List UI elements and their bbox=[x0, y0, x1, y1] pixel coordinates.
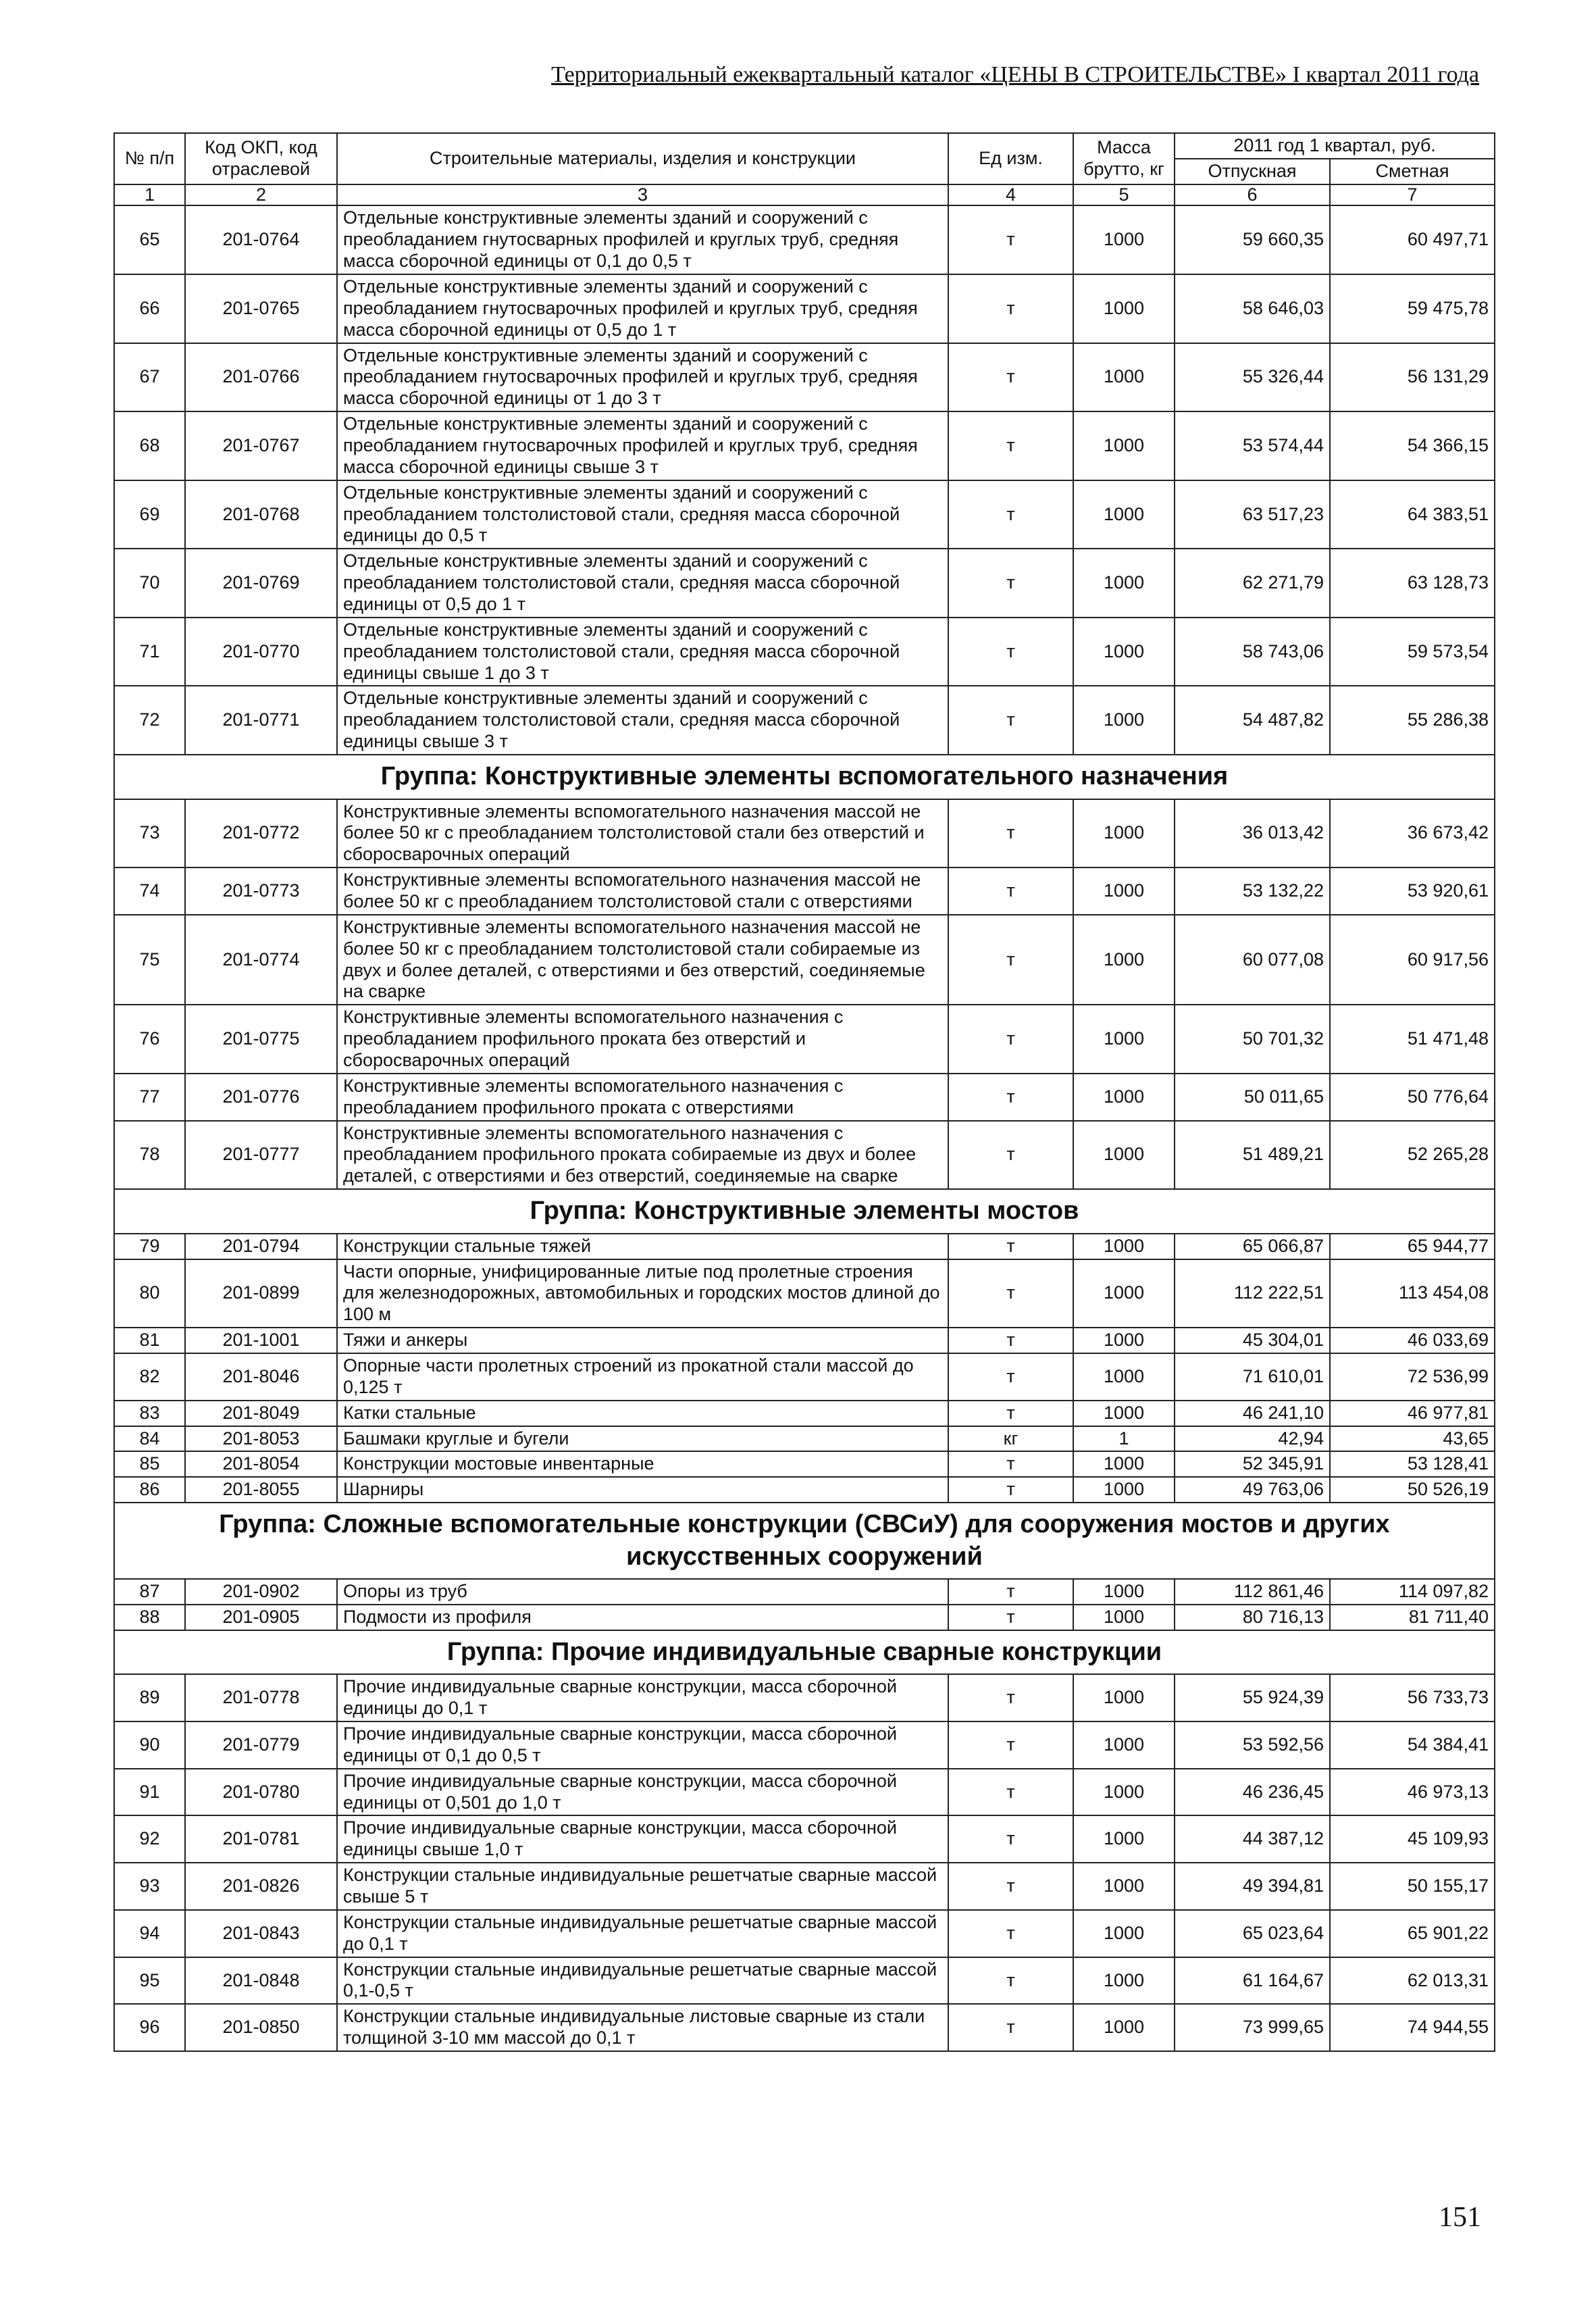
table-row bbox=[114, 1579, 1495, 1605]
row-name: Отдельные конструктивные элементы зданий и сооружений с преобладанием гнутосварочных профилей и круглых труб, средняя масса сборочной единицы свыше 3 т bbox=[337, 411, 948, 480]
row-number: 80 bbox=[114, 1259, 185, 1328]
column-number: 7 bbox=[1330, 184, 1495, 206]
row-number: 90 bbox=[114, 1721, 185, 1769]
row-unit: т bbox=[948, 1863, 1073, 1910]
col-header-release: Отпускная bbox=[1175, 159, 1330, 184]
row-release-price: 46 236,45 bbox=[1175, 1769, 1330, 1816]
row-estimate-price: 60 917,56 bbox=[1330, 915, 1495, 1005]
row-estimate-price: 46 977,81 bbox=[1330, 1401, 1495, 1426]
row-release-price: 60 077,08 bbox=[1175, 915, 1330, 1005]
row-code: 201-0776 bbox=[185, 1074, 337, 1121]
row-number: 87 bbox=[114, 1579, 185, 1605]
row-estimate-price: 45 109,93 bbox=[1330, 1815, 1495, 1863]
col-header-code: Код ОКП, код отраслевой bbox=[185, 133, 337, 184]
table-row bbox=[114, 1074, 1495, 1121]
row-mass: 1000 bbox=[1073, 2004, 1175, 2051]
row-release-price: 46 241,10 bbox=[1175, 1401, 1330, 1426]
row-name: Прочие индивидуальные сварные конструкции, масса сборочной единицы до 0,1 т bbox=[337, 1674, 948, 1721]
row-number: 70 bbox=[114, 549, 185, 618]
row-name: Конструктивные элементы вспомогательного назначения массой не более 50 кг с преобладанием толстолистовой стали без отверстий и сборосварочных операций bbox=[337, 799, 948, 868]
row-number: 65 bbox=[114, 205, 185, 274]
row-name: Конструкции стальные тяжей bbox=[337, 1234, 948, 1259]
row-name: Части опорные, унифицированные литые под пролетные строения для железнодорожных, автомобильных и городских мостов длиной до 100 м bbox=[337, 1259, 948, 1328]
table-row bbox=[114, 1121, 1495, 1190]
row-release-price: 112 222,51 bbox=[1175, 1259, 1330, 1328]
row-name: Конструкции стальные индивидуальные решетчатые сварные массой свыше 5 т bbox=[337, 1863, 948, 1910]
row-unit: кг bbox=[948, 1426, 1073, 1452]
table-row bbox=[114, 205, 1495, 274]
row-number: 74 bbox=[114, 867, 185, 915]
row-code: 201-0771 bbox=[185, 686, 337, 755]
row-code: 201-8055 bbox=[185, 1477, 337, 1503]
column-number: 6 bbox=[1175, 184, 1330, 206]
row-mass: 1000 bbox=[1073, 1721, 1175, 1769]
group-title: Группа: Конструктивные элементы мостов bbox=[114, 1189, 1495, 1234]
table-row bbox=[114, 867, 1495, 915]
row-release-price: 53 574,44 bbox=[1175, 411, 1330, 480]
row-mass: 1000 bbox=[1073, 274, 1175, 343]
row-number: 96 bbox=[114, 2004, 185, 2051]
row-release-price: 49 763,06 bbox=[1175, 1477, 1330, 1503]
row-mass: 1000 bbox=[1073, 799, 1175, 868]
row-unit: т bbox=[948, 799, 1073, 868]
row-estimate-price: 62 013,31 bbox=[1330, 1957, 1495, 2005]
col-header-num: № п/п bbox=[114, 133, 185, 184]
row-mass: 1000 bbox=[1073, 915, 1175, 1005]
row-name: Конструкции стальные индивидуальные решетчатые сварные массой 0,1-0,5 т bbox=[337, 1957, 948, 2005]
row-code: 201-0902 bbox=[185, 1579, 337, 1605]
row-unit: т bbox=[948, 1769, 1073, 1816]
group-row bbox=[114, 1503, 1495, 1579]
row-mass: 1000 bbox=[1073, 205, 1175, 274]
row-mass: 1000 bbox=[1073, 618, 1175, 686]
table-header bbox=[114, 133, 1495, 205]
table-row bbox=[114, 1910, 1495, 1957]
row-unit: т bbox=[948, 1721, 1073, 1769]
row-code: 201-0772 bbox=[185, 799, 337, 868]
row-code: 201-0774 bbox=[185, 915, 337, 1005]
row-unit: т bbox=[948, 411, 1073, 480]
row-mass: 1000 bbox=[1073, 1910, 1175, 1957]
price-table-container bbox=[113, 132, 1494, 2052]
row-name: Отдельные конструктивные элементы зданий и сооружений с преобладанием гнутосварочных профилей и круглых труб, средняя масса сборочной единицы от 0,5 до 1 т bbox=[337, 274, 948, 343]
row-release-price: 71 610,01 bbox=[1175, 1353, 1330, 1401]
row-code: 201-8053 bbox=[185, 1426, 337, 1452]
table-row bbox=[114, 686, 1495, 755]
table-row bbox=[114, 1353, 1495, 1401]
row-name: Опоры из труб bbox=[337, 1579, 948, 1605]
row-unit: т bbox=[948, 1957, 1073, 2005]
column-number: 4 bbox=[948, 184, 1073, 206]
row-release-price: 42,94 bbox=[1175, 1426, 1330, 1452]
table-row bbox=[114, 480, 1495, 549]
row-unit: т bbox=[948, 1074, 1073, 1121]
row-mass: 1000 bbox=[1073, 1401, 1175, 1426]
row-code: 201-0770 bbox=[185, 618, 337, 686]
table-row bbox=[114, 618, 1495, 686]
group-row bbox=[114, 755, 1495, 799]
row-mass: 1000 bbox=[1073, 1353, 1175, 1401]
row-number: 79 bbox=[114, 1234, 185, 1259]
row-mass: 1000 bbox=[1073, 411, 1175, 480]
row-code: 201-0843 bbox=[185, 1910, 337, 1957]
table-row bbox=[114, 1005, 1495, 1074]
table-row bbox=[114, 274, 1495, 343]
row-unit: т bbox=[948, 915, 1073, 1005]
row-unit: т bbox=[948, 205, 1073, 274]
row-release-price: 59 660,35 bbox=[1175, 205, 1330, 274]
row-name: Отдельные конструктивные элементы зданий и сооружений с преобладанием толстолистовой стали, средняя масса сборочной единицы свыше 3 т bbox=[337, 686, 948, 755]
row-number: 88 bbox=[114, 1605, 185, 1630]
row-name: Отдельные конструктивные элементы зданий и сооружений с преобладанием гнутосварных профилей и круглых труб, средняя масса сборочной единицы от 0,1 до 0,5 т bbox=[337, 205, 948, 274]
row-mass: 1000 bbox=[1073, 549, 1175, 618]
row-unit: т bbox=[948, 343, 1073, 412]
table-row bbox=[114, 1328, 1495, 1353]
row-code: 201-0778 bbox=[185, 1674, 337, 1721]
column-number: 2 bbox=[185, 184, 337, 206]
group-row bbox=[114, 1630, 1495, 1675]
row-estimate-price: 114 097,82 bbox=[1330, 1579, 1495, 1605]
row-estimate-price: 81 711,40 bbox=[1330, 1605, 1495, 1630]
col-header-period: 2011 год 1 квартал, руб. bbox=[1175, 133, 1495, 159]
row-estimate-price: 52 265,28 bbox=[1330, 1121, 1495, 1190]
row-code: 201-0777 bbox=[185, 1121, 337, 1190]
row-release-price: 61 164,67 bbox=[1175, 1957, 1330, 2005]
row-release-price: 51 489,21 bbox=[1175, 1121, 1330, 1190]
row-unit: т bbox=[948, 1674, 1073, 1721]
table-body bbox=[114, 205, 1495, 2051]
row-number: 71 bbox=[114, 618, 185, 686]
table-row bbox=[114, 799, 1495, 868]
row-code: 201-0764 bbox=[185, 205, 337, 274]
row-estimate-price: 74 944,55 bbox=[1330, 2004, 1495, 2051]
row-unit: т bbox=[948, 1005, 1073, 1074]
row-number: 93 bbox=[114, 1863, 185, 1910]
row-estimate-price: 46 033,69 bbox=[1330, 1328, 1495, 1353]
row-unit: т bbox=[948, 1477, 1073, 1503]
row-release-price: 63 517,23 bbox=[1175, 480, 1330, 549]
row-name: Опорные части пролетных строений из прокатной стали массой до 0,125 т bbox=[337, 1353, 948, 1401]
row-name: Конструктивные элементы вспомогательного назначения с преобладанием профильного проката без отверстий и сборосварочных операций bbox=[337, 1005, 948, 1074]
row-mass: 1000 bbox=[1073, 1121, 1175, 1190]
row-name: Шарниры bbox=[337, 1477, 948, 1503]
row-release-price: 55 924,39 bbox=[1175, 1674, 1330, 1721]
row-name: Конструктивные элементы вспомогательного назначения с преобладанием профильного проката с отверстиями bbox=[337, 1074, 948, 1121]
table-row bbox=[114, 1259, 1495, 1328]
row-code: 201-0850 bbox=[185, 2004, 337, 2051]
row-number: 69 bbox=[114, 480, 185, 549]
row-release-price: 44 387,12 bbox=[1175, 1815, 1330, 1863]
row-estimate-price: 65 901,22 bbox=[1330, 1910, 1495, 1957]
group-title: Группа: Конструктивные элементы вспомогательного назначения bbox=[114, 755, 1495, 799]
row-estimate-price: 59 573,54 bbox=[1330, 618, 1495, 686]
table-row bbox=[114, 549, 1495, 618]
row-code: 201-0781 bbox=[185, 1815, 337, 1863]
row-code: 201-0766 bbox=[185, 343, 337, 412]
row-name: Катки стальные bbox=[337, 1401, 948, 1426]
row-name: Конструктивные элементы вспомогательного назначения с преобладанием профильного проката собираемые из двух и более деталей, с отверстиями и без отверстий, соединяемые на сварке bbox=[337, 1121, 948, 1190]
row-unit: т bbox=[948, 1259, 1073, 1328]
table-row bbox=[114, 1721, 1495, 1769]
row-estimate-price: 56 131,29 bbox=[1330, 343, 1495, 412]
row-mass: 1000 bbox=[1073, 1328, 1175, 1353]
col-header-name: Строительные материалы, изделия и конструкции bbox=[337, 133, 948, 184]
row-code: 201-0767 bbox=[185, 411, 337, 480]
table-row bbox=[114, 1605, 1495, 1630]
row-name: Прочие индивидуальные сварные конструкции, масса сборочной единицы от 0,1 до 0,5 т bbox=[337, 1721, 948, 1769]
row-name: Прочие индивидуальные сварные конструкции, масса сборочной единицы свыше 1,0 т bbox=[337, 1815, 948, 1863]
row-release-price: 49 394,81 bbox=[1175, 1863, 1330, 1910]
row-name: Прочие индивидуальные сварные конструкции, масса сборочной единицы от 0,501 до 1,0 т bbox=[337, 1769, 948, 1816]
row-mass: 1000 bbox=[1073, 1451, 1175, 1477]
row-release-price: 58 743,06 bbox=[1175, 618, 1330, 686]
row-mass: 1000 bbox=[1073, 1605, 1175, 1630]
row-number: 95 bbox=[114, 1957, 185, 2005]
row-name: Конструкции стальные индивидуальные листовые сварные из стали толщиной 3-10 мм массой до 0,1 т bbox=[337, 2004, 948, 2051]
row-number: 91 bbox=[114, 1769, 185, 1816]
row-number: 84 bbox=[114, 1426, 185, 1452]
row-code: 201-0794 bbox=[185, 1234, 337, 1259]
row-unit: т bbox=[948, 1579, 1073, 1605]
row-unit: т bbox=[948, 1451, 1073, 1477]
row-number: 78 bbox=[114, 1121, 185, 1190]
row-mass: 1 bbox=[1073, 1426, 1175, 1452]
row-estimate-price: 72 536,99 bbox=[1330, 1353, 1495, 1401]
group-row bbox=[114, 1189, 1495, 1234]
row-mass: 1000 bbox=[1073, 1769, 1175, 1816]
row-number: 82 bbox=[114, 1353, 185, 1401]
table-row bbox=[114, 1815, 1495, 1863]
row-mass: 1000 bbox=[1073, 1674, 1175, 1721]
row-unit: т bbox=[948, 1605, 1073, 1630]
row-release-price: 65 066,87 bbox=[1175, 1234, 1330, 1259]
row-code: 201-0768 bbox=[185, 480, 337, 549]
row-estimate-price: 51 471,48 bbox=[1330, 1005, 1495, 1074]
row-mass: 1000 bbox=[1073, 480, 1175, 549]
row-unit: т bbox=[948, 867, 1073, 915]
row-number: 72 bbox=[114, 686, 185, 755]
row-release-price: 54 487,82 bbox=[1175, 686, 1330, 755]
row-estimate-price: 55 286,38 bbox=[1330, 686, 1495, 755]
row-unit: т bbox=[948, 480, 1073, 549]
table-row bbox=[114, 1674, 1495, 1721]
row-unit: т bbox=[948, 1328, 1073, 1353]
row-number: 89 bbox=[114, 1674, 185, 1721]
row-code: 201-0773 bbox=[185, 867, 337, 915]
row-name: Отдельные конструктивные элементы зданий и сооружений с преобладанием толстолистовой стали, средняя масса сборочной единицы от 0,5 до 1 т bbox=[337, 549, 948, 618]
row-number: 73 bbox=[114, 799, 185, 868]
row-mass: 1000 bbox=[1073, 1815, 1175, 1863]
row-code: 201-0779 bbox=[185, 1721, 337, 1769]
row-mass: 1000 bbox=[1073, 1477, 1175, 1503]
row-mass: 1000 bbox=[1073, 1074, 1175, 1121]
row-release-price: 73 999,65 bbox=[1175, 2004, 1330, 2051]
row-name: Отдельные конструктивные элементы зданий и сооружений с преобладанием толстолистовой стали, средняя масса сборочной единицы до 0,5 т bbox=[337, 480, 948, 549]
row-estimate-price: 46 973,13 bbox=[1330, 1769, 1495, 1816]
row-name: Конструкции мостовые инвентарные bbox=[337, 1451, 948, 1477]
col-header-estimate: Сметная bbox=[1330, 159, 1495, 184]
row-mass: 1000 bbox=[1073, 1259, 1175, 1328]
row-release-price: 55 326,44 bbox=[1175, 343, 1330, 412]
table-row bbox=[114, 1863, 1495, 1910]
row-code: 201-0905 bbox=[185, 1605, 337, 1630]
row-number: 92 bbox=[114, 1815, 185, 1863]
row-name: Отдельные конструктивные элементы зданий и сооружений с преобладанием гнутосварочных профилей и круглых труб, средняя масса сборочной единицы от 1 до 3 т bbox=[337, 343, 948, 412]
row-number: 86 bbox=[114, 1477, 185, 1503]
row-unit: т bbox=[948, 686, 1073, 755]
row-name: Башмаки круглые и бугели bbox=[337, 1426, 948, 1452]
row-number: 67 bbox=[114, 343, 185, 412]
row-number: 81 bbox=[114, 1328, 185, 1353]
row-unit: т bbox=[948, 1234, 1073, 1259]
row-name: Конструктивные элементы вспомогательного назначения массой не более 50 кг с преобладанием толстолистовой стали с отверстиями bbox=[337, 867, 948, 915]
row-release-price: 80 716,13 bbox=[1175, 1605, 1330, 1630]
row-code: 201-8046 bbox=[185, 1353, 337, 1401]
row-number: 85 bbox=[114, 1451, 185, 1477]
row-number: 75 bbox=[114, 915, 185, 1005]
row-name: Конструктивные элементы вспомогательного назначения массой не более 50 кг с преобладанием толстолистовой стали собираемые из двух и более деталей, с отверстиями и без отверстий, соединяемые на сварке bbox=[337, 915, 948, 1005]
col-header-unit: Ед изм. bbox=[948, 133, 1073, 184]
row-estimate-price: 54 384,41 bbox=[1330, 1721, 1495, 1769]
table-row bbox=[114, 1426, 1495, 1452]
row-unit: т bbox=[948, 1815, 1073, 1863]
row-mass: 1000 bbox=[1073, 1005, 1175, 1074]
row-code: 201-0848 bbox=[185, 1957, 337, 2005]
row-release-price: 65 023,64 bbox=[1175, 1910, 1330, 1957]
page-number: 151 bbox=[1439, 2202, 1481, 2233]
column-number: 1 bbox=[114, 184, 185, 206]
row-unit: т bbox=[948, 549, 1073, 618]
row-estimate-price: 50 776,64 bbox=[1330, 1074, 1495, 1121]
col-header-mass: Масса брутто, кг bbox=[1073, 133, 1175, 184]
table-row bbox=[114, 1401, 1495, 1426]
row-unit: т bbox=[948, 2004, 1073, 2051]
row-code: 201-0780 bbox=[185, 1769, 337, 1816]
row-code: 201-8049 bbox=[185, 1401, 337, 1426]
row-name: Тяжи и анкеры bbox=[337, 1328, 948, 1353]
row-estimate-price: 54 366,15 bbox=[1330, 411, 1495, 480]
row-mass: 1000 bbox=[1073, 1957, 1175, 2005]
row-code: 201-8054 bbox=[185, 1451, 337, 1477]
row-estimate-price: 43,65 bbox=[1330, 1426, 1495, 1452]
row-code: 201-0826 bbox=[185, 1863, 337, 1910]
row-estimate-price: 60 497,71 bbox=[1330, 205, 1495, 274]
column-number-row bbox=[114, 184, 1495, 206]
row-number: 66 bbox=[114, 274, 185, 343]
row-mass: 1000 bbox=[1073, 1579, 1175, 1605]
row-unit: т bbox=[948, 1353, 1073, 1401]
price-table bbox=[113, 132, 1495, 2052]
group-title: Группа: Прочие индивидуальные сварные конструкции bbox=[114, 1630, 1495, 1675]
row-release-price: 53 592,56 bbox=[1175, 1721, 1330, 1769]
row-code: 201-0765 bbox=[185, 274, 337, 343]
row-unit: т bbox=[948, 1401, 1073, 1426]
table-row bbox=[114, 2004, 1495, 2051]
row-mass: 1000 bbox=[1073, 1234, 1175, 1259]
row-estimate-price: 113 454,08 bbox=[1330, 1259, 1495, 1328]
table-row bbox=[114, 1451, 1495, 1477]
row-number: 77 bbox=[114, 1074, 185, 1121]
row-number: 76 bbox=[114, 1005, 185, 1074]
row-unit: т bbox=[948, 1121, 1073, 1190]
table-row bbox=[114, 411, 1495, 480]
row-release-price: 58 646,03 bbox=[1175, 274, 1330, 343]
table-row bbox=[114, 343, 1495, 412]
row-mass: 1000 bbox=[1073, 343, 1175, 412]
row-code: 201-0899 bbox=[185, 1259, 337, 1328]
row-name: Отдельные конструктивные элементы зданий и сооружений с преобладанием толстолистовой стали, средняя масса сборочной единицы свыше 1 до 3 т bbox=[337, 618, 948, 686]
row-estimate-price: 59 475,78 bbox=[1330, 274, 1495, 343]
row-number: 83 bbox=[114, 1401, 185, 1426]
row-mass: 1000 bbox=[1073, 867, 1175, 915]
row-unit: т bbox=[948, 618, 1073, 686]
row-estimate-price: 56 733,73 bbox=[1330, 1674, 1495, 1721]
row-estimate-price: 65 944,77 bbox=[1330, 1234, 1495, 1259]
row-release-price: 52 345,91 bbox=[1175, 1451, 1330, 1477]
row-code: 201-0769 bbox=[185, 549, 337, 618]
table-row bbox=[114, 1957, 1495, 2005]
row-name: Конструкции стальные индивидуальные решетчатые сварные массой до 0,1 т bbox=[337, 1910, 948, 1957]
row-number: 94 bbox=[114, 1910, 185, 1957]
table-row bbox=[114, 1234, 1495, 1259]
row-estimate-price: 63 128,73 bbox=[1330, 549, 1495, 618]
row-release-price: 50 011,65 bbox=[1175, 1074, 1330, 1121]
column-number: 5 bbox=[1073, 184, 1175, 206]
column-number: 3 bbox=[337, 184, 948, 206]
row-code: 201-1001 bbox=[185, 1328, 337, 1353]
row-mass: 1000 bbox=[1073, 1863, 1175, 1910]
row-estimate-price: 53 920,61 bbox=[1330, 867, 1495, 915]
row-number: 68 bbox=[114, 411, 185, 480]
row-name: Подмости из профиля bbox=[337, 1605, 948, 1630]
row-unit: т bbox=[948, 1910, 1073, 1957]
row-estimate-price: 50 155,17 bbox=[1330, 1863, 1495, 1910]
group-title: Группа: Сложные вспомогательные конструкции (СВСиУ) для сооружения мостов и других искусственных сооружений bbox=[114, 1503, 1495, 1579]
row-release-price: 53 132,22 bbox=[1175, 867, 1330, 915]
table-row bbox=[114, 915, 1495, 1005]
table-row bbox=[114, 1769, 1495, 1816]
row-release-price: 112 861,46 bbox=[1175, 1579, 1330, 1605]
row-release-price: 50 701,32 bbox=[1175, 1005, 1330, 1074]
row-unit: т bbox=[948, 274, 1073, 343]
row-estimate-price: 36 673,42 bbox=[1330, 799, 1495, 868]
row-release-price: 36 013,42 bbox=[1175, 799, 1330, 868]
row-estimate-price: 53 128,41 bbox=[1330, 1451, 1495, 1477]
row-code: 201-0775 bbox=[185, 1005, 337, 1074]
row-release-price: 45 304,01 bbox=[1175, 1328, 1330, 1353]
row-estimate-price: 64 383,51 bbox=[1330, 480, 1495, 549]
row-release-price: 62 271,79 bbox=[1175, 549, 1330, 618]
page-header: Территориальный ежеквартальный каталог «ЦЕНЫ В СТРОИТЕЛЬСТВЕ» I квартал 2011 года bbox=[551, 62, 1479, 87]
table-row bbox=[114, 1477, 1495, 1503]
row-estimate-price: 50 526,19 bbox=[1330, 1477, 1495, 1503]
row-mass: 1000 bbox=[1073, 686, 1175, 755]
